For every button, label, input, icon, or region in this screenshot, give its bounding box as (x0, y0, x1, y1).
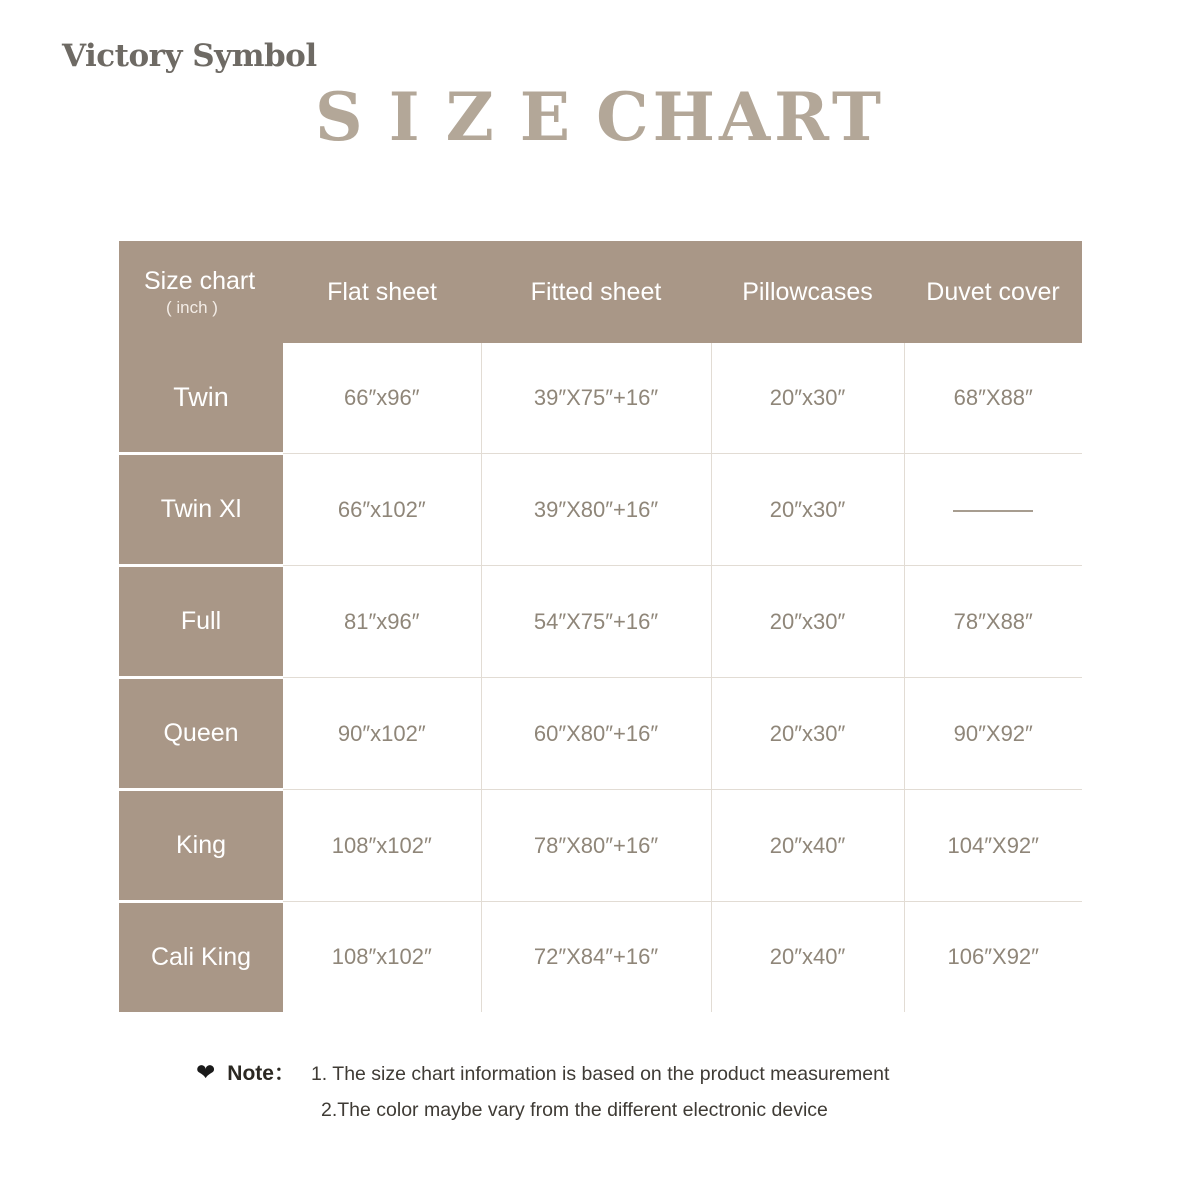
row-header-queen: Queen (119, 678, 283, 790)
cell-twin-pillowcases: 20″x30″ (711, 343, 904, 454)
cell-full-pillowcases: 20″x30″ (711, 566, 904, 678)
cell-queen-fitted-sheet: 60″X80″+16″ (481, 678, 711, 790)
size-chart-container (119, 241, 1082, 1012)
cell-twin-fitted-sheet: 39″X75″+16″ (481, 343, 711, 454)
cell-twin-flat-sheet: 66″x96″ (283, 343, 481, 454)
note-text-2: 2.The color maybe vary from the different electronic device (321, 1099, 828, 1121)
table-row (119, 678, 1082, 790)
size-chart-table (119, 241, 1082, 1012)
cell-cali-king-flat-sheet: 108″x102″ (283, 902, 481, 1013)
table-header-row (119, 241, 1082, 343)
row-header-king: King (119, 790, 283, 902)
column-header-pillowcases: Pillowcases (711, 241, 904, 343)
cell-king-pillowcases: 20″x40″ (711, 790, 904, 902)
note-section (0, 1057, 1200, 1122)
column-header-duvet-cover: Duvet cover (904, 241, 1082, 343)
table-body (119, 343, 1082, 1012)
cell-twin-xl-flat-sheet: 66″x102″ (283, 454, 481, 566)
table-header (119, 241, 1082, 343)
cell-twin-duvet-cover: 68″X88″ (904, 343, 1082, 454)
column-header-size-chart (119, 241, 283, 343)
column-header-size-chart-unit: ( inch ) (166, 297, 218, 317)
row-header-twin-xl: Twin Xl (119, 454, 283, 566)
page-title (0, 78, 1200, 156)
cell-cali-king-fitted-sheet: 72″X84″+16″ (481, 902, 711, 1013)
page-title-word-1: SIZE (315, 78, 597, 156)
cell-full-fitted-sheet: 54″X75″+16″ (481, 566, 711, 678)
cell-king-flat-sheet: 108″x102″ (283, 790, 481, 902)
table-row (119, 790, 1082, 902)
cell-king-duvet-cover: 104″X92″ (904, 790, 1082, 902)
cell-twin-xl-duvet-cover (904, 454, 1082, 566)
row-header-twin: Twin (119, 343, 283, 454)
cell-cali-king-duvet-cover: 106″X92″ (904, 902, 1082, 1013)
cell-queen-flat-sheet: 90″x102″ (283, 678, 481, 790)
brand-name: Victory Symbol (62, 38, 317, 74)
table-row (119, 566, 1082, 678)
cell-full-flat-sheet: 81″x96″ (283, 566, 481, 678)
column-header-fitted-sheet: Fitted sheet (481, 241, 711, 343)
table-row (119, 343, 1082, 454)
heart-icon: ❤ (196, 1059, 216, 1085)
cell-cali-king-pillowcases: 20″x40″ (711, 902, 904, 1013)
cell-queen-pillowcases: 20″x30″ (711, 678, 904, 790)
page-title-word-2: CHART (596, 78, 885, 156)
row-header-cali-king: Cali King (119, 902, 283, 1013)
row-header-full: Full (119, 566, 283, 678)
column-header-size-chart-label: Size chart (144, 266, 256, 295)
note-text-1: 1. The size chart information is based on the product measurement (310, 1063, 890, 1085)
table-row (119, 454, 1082, 566)
cell-twin-xl-pillowcases: 20″x30″ (711, 454, 904, 566)
note-line-1 (196, 1057, 1200, 1087)
cell-king-fitted-sheet: 78″X80″+16″ (481, 790, 711, 902)
cell-queen-duvet-cover: 90″X92″ (904, 678, 1082, 790)
cell-full-duvet-cover: 78″X88″ (904, 566, 1082, 678)
table-row (119, 902, 1082, 1013)
cell-twin-xl-fitted-sheet: 39″X80″+16″ (481, 454, 711, 566)
column-header-flat-sheet: Flat sheet (283, 241, 481, 343)
note-label: Note： (227, 1062, 295, 1085)
not-available-dash-icon (953, 510, 1033, 512)
